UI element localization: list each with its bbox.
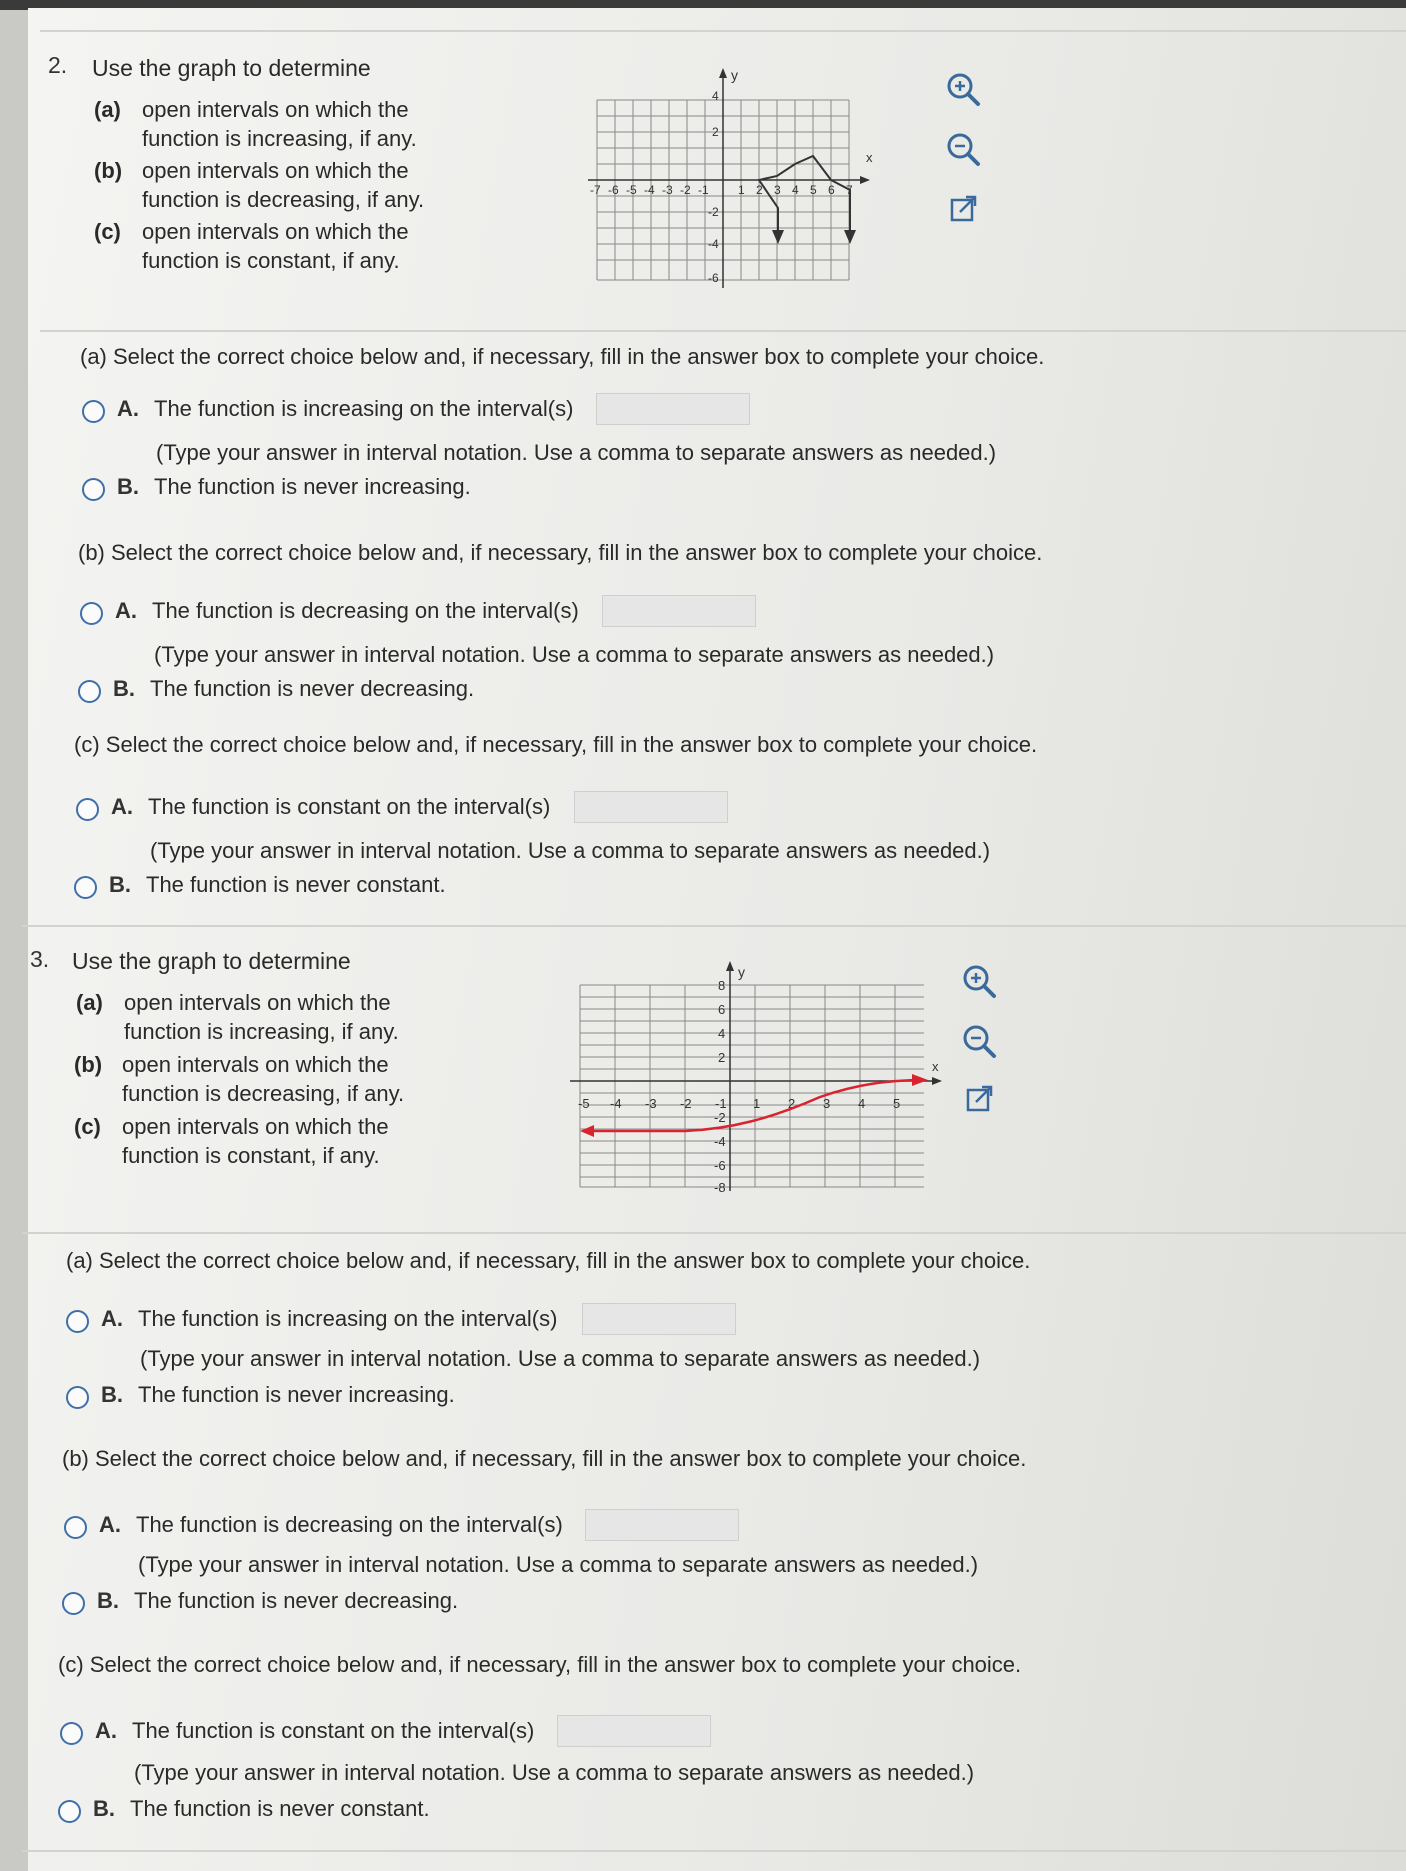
- part-label: (a): [94, 97, 121, 122]
- option-letter: A.: [117, 396, 139, 421]
- divider: [40, 30, 1406, 32]
- option-b[interactable]: [82, 474, 682, 508]
- external-link-icon[interactable]: [956, 1076, 1002, 1122]
- option-text: The function is decreasing on the interval(s): [136, 1512, 563, 1537]
- part-a-prompt: [76, 988, 476, 1048]
- option-a[interactable]: [80, 598, 780, 632]
- answer-input[interactable]: [585, 1509, 739, 1541]
- question-stem: Use the graph to determine: [72, 948, 351, 974]
- x-tick-label: -3: [645, 1096, 657, 1111]
- part-text: open intervals on which the function is decreasing, if any.: [122, 1052, 405, 1106]
- option-letter: B.: [101, 1382, 123, 1407]
- option-text: The function is increasing on the interval(s): [154, 396, 574, 421]
- part-label: (a): [76, 990, 103, 1015]
- answer-input[interactable]: [596, 393, 750, 425]
- section-instruction: (a) Select the correct choice below and, if necessary, fill in the answer box to complete your choice.: [80, 344, 1045, 369]
- y-tick-label: 8: [718, 978, 726, 993]
- part-label: (b): [94, 158, 123, 183]
- part-text: open intervals on which the function is constant, if any.: [142, 219, 409, 273]
- divider: [22, 1850, 1406, 1852]
- x-tick-label: 1: [753, 1096, 761, 1111]
- option-letter: A.: [101, 1306, 123, 1331]
- x-tick-label: -7: [590, 183, 601, 197]
- x-tick-label: -6: [608, 183, 619, 197]
- x-tick-label: -2: [680, 1096, 692, 1111]
- option-letter: A.: [99, 1512, 121, 1537]
- zoom-in-icon[interactable]: [940, 66, 986, 112]
- radio-button[interactable]: [76, 798, 99, 821]
- answer-input[interactable]: [582, 1303, 736, 1335]
- zoom-out-icon[interactable]: [940, 126, 986, 172]
- function-graph: [588, 60, 928, 290]
- option-hint: (Type your answer in interval notation. Use a comma to separate answers as needed.): [140, 1346, 981, 1371]
- zoom-out-icon[interactable]: [956, 1018, 1002, 1064]
- option-hint: (Type your answer in interval notation. Use a comma to separate answers as needed.): [156, 440, 997, 465]
- option-letter: B.: [117, 474, 139, 499]
- question-number: 2.: [48, 52, 68, 78]
- option-b[interactable]: [66, 1382, 666, 1416]
- y-axis-label: y: [738, 964, 745, 980]
- answer-input[interactable]: [557, 1715, 711, 1747]
- x-tick-label: 3: [823, 1096, 831, 1111]
- option-a[interactable]: [64, 1512, 764, 1546]
- x-tick-label: -5: [626, 183, 637, 197]
- part-c-prompt: [74, 1112, 474, 1172]
- part-label: (b): [74, 1052, 103, 1077]
- option-text: The function is decreasing on the interval(s): [152, 598, 579, 623]
- radio-button[interactable]: [74, 876, 97, 899]
- option-hint: (Type your answer in interval notation. Use a comma to separate answers as needed.): [138, 1552, 979, 1577]
- x-tick-label: -1: [698, 183, 709, 197]
- divider: [22, 1232, 1406, 1234]
- x-tick-label: -1: [715, 1096, 727, 1111]
- curve-right-arrow: [844, 230, 856, 244]
- part-label: (c): [74, 1114, 101, 1139]
- y-axis-arrow: [726, 961, 734, 971]
- part-b-prompt: [94, 156, 494, 216]
- y-tick-label: 4: [718, 1026, 726, 1041]
- y-tick-label: -6: [714, 1158, 726, 1173]
- part-b-prompt: [74, 1050, 474, 1110]
- radio-button[interactable]: [60, 1722, 83, 1745]
- section-instruction: (a) Select the correct choice below and, if necessary, fill in the answer box to complete your choice.: [66, 1248, 1031, 1273]
- y-tick-label: 4: [712, 89, 719, 103]
- x-tick-label: 5: [810, 183, 817, 197]
- option-a[interactable]: [76, 794, 776, 828]
- part-label: (c): [94, 219, 121, 244]
- grid: [580, 985, 924, 1187]
- radio-button[interactable]: [78, 680, 101, 703]
- part-text: open intervals on which the function is decreasing, if any.: [142, 158, 425, 212]
- section-instruction: (c) Select the correct choice below and, if necessary, fill in the answer box to complete your choice.: [74, 732, 1038, 757]
- option-text: The function is never increasing.: [138, 1382, 455, 1407]
- y-tick-label: 2: [712, 125, 719, 139]
- option-letter: B.: [93, 1796, 115, 1821]
- option-b[interactable]: [78, 676, 678, 710]
- option-text: The function is constant on the interval(s): [148, 794, 551, 819]
- option-hint: (Type your answer in interval notation. Use a comma to separate answers as needed.): [134, 1760, 975, 1785]
- radio-button[interactable]: [62, 1592, 85, 1615]
- option-text: The function is never increasing.: [154, 474, 471, 499]
- radio-button[interactable]: [64, 1516, 87, 1539]
- option-b[interactable]: [74, 872, 674, 906]
- part-text: open intervals on which the function is constant, if any.: [122, 1114, 389, 1168]
- y-tick-label: -4: [714, 1134, 726, 1149]
- radio-button[interactable]: [82, 400, 105, 423]
- option-text: The function is never constant.: [146, 872, 446, 897]
- option-text: The function is never decreasing.: [134, 1588, 459, 1613]
- zoom-in-icon[interactable]: [956, 958, 1002, 1004]
- y-tick-label: 6: [718, 1002, 726, 1017]
- curve-left-arrow: [580, 1125, 594, 1137]
- question-number: 3.: [30, 946, 50, 972]
- radio-button[interactable]: [82, 478, 105, 501]
- x-tick-label: -4: [610, 1096, 622, 1111]
- option-b[interactable]: [58, 1796, 658, 1830]
- x-axis-arrow: [860, 176, 870, 184]
- section-instruction: (b) Select the correct choice below and, if necessary, fill in the answer box to complete your choice.: [78, 540, 1043, 565]
- x-tick-label: -4: [644, 183, 655, 197]
- option-letter: A.: [115, 598, 137, 623]
- y-tick-label: -2: [714, 1110, 726, 1125]
- option-hint: (Type your answer in interval notation. Use a comma to separate answers as needed.): [154, 642, 995, 667]
- x-tick-label: 7: [846, 183, 853, 197]
- y-axis-label: y: [731, 67, 738, 83]
- y-axis-arrow: [719, 68, 727, 78]
- option-letter: B.: [113, 676, 135, 701]
- x-tick-label: 1: [738, 183, 745, 197]
- y-tick-label: -8: [714, 1180, 726, 1195]
- radio-button[interactable]: [66, 1310, 89, 1333]
- option-letter: B.: [97, 1588, 119, 1613]
- divider: [22, 925, 1406, 927]
- x-axis-label: x: [866, 150, 873, 165]
- option-a[interactable]: [60, 1718, 760, 1752]
- option-b[interactable]: [62, 1588, 662, 1622]
- external-link-icon[interactable]: [940, 186, 986, 232]
- x-tick-label: 3: [774, 183, 781, 197]
- answer-input[interactable]: [602, 595, 756, 627]
- y-tick-label: -6: [708, 271, 719, 285]
- option-text: The function is constant on the interval(s): [132, 1718, 535, 1743]
- radio-button[interactable]: [58, 1800, 81, 1823]
- y-tick-label: -4: [708, 237, 719, 251]
- part-c-prompt: [94, 217, 494, 277]
- x-tick-label: 5: [893, 1096, 901, 1111]
- option-hint: (Type your answer in interval notation. Use a comma to separate answers as needed.): [150, 838, 991, 863]
- option-letter: B.: [109, 872, 131, 897]
- part-text: open intervals on which the function is increasing, if any.: [124, 990, 399, 1044]
- function-graph: [570, 955, 960, 1195]
- part-a-prompt: [94, 95, 494, 155]
- question-stem: Use the graph to determine: [92, 55, 371, 81]
- x-tick-label: 4: [858, 1096, 866, 1111]
- divider: [40, 330, 1406, 332]
- x-tick-label: 2: [756, 183, 763, 197]
- x-axis-arrow: [932, 1077, 942, 1085]
- x-tick-label: 2: [788, 1096, 796, 1111]
- radio-button[interactable]: [80, 602, 103, 625]
- section-instruction: (b) Select the correct choice below and, if necessary, fill in the answer box to complete your choice.: [62, 1446, 1027, 1471]
- section-instruction: (c) Select the correct choice below and, if necessary, fill in the answer box to complete your choice.: [58, 1652, 1022, 1677]
- option-text: The function is increasing on the interval(s): [138, 1306, 558, 1331]
- option-text: The function is never decreasing.: [150, 676, 475, 701]
- option-letter: A.: [111, 794, 133, 819]
- x-tick-label: -3: [662, 183, 673, 197]
- x-tick-label: 6: [828, 183, 835, 197]
- option-text: The function is never constant.: [130, 1796, 430, 1821]
- y-tick-label: -2: [708, 205, 719, 219]
- x-tick-label: 4: [792, 183, 799, 197]
- y-tick-label: 2: [718, 1050, 726, 1065]
- x-tick-label: -2: [680, 183, 691, 197]
- x-tick-label: -5: [578, 1096, 590, 1111]
- curve-right-arrow: [912, 1074, 928, 1086]
- option-letter: A.: [95, 1718, 117, 1743]
- option-a[interactable]: [82, 396, 782, 430]
- radio-button[interactable]: [66, 1386, 89, 1409]
- answer-input[interactable]: [574, 791, 728, 823]
- part-text: open intervals on which the function is increasing, if any.: [142, 97, 417, 151]
- curve-left-arrow: [772, 230, 784, 244]
- option-a[interactable]: [66, 1306, 766, 1340]
- x-axis-label: x: [932, 1059, 939, 1074]
